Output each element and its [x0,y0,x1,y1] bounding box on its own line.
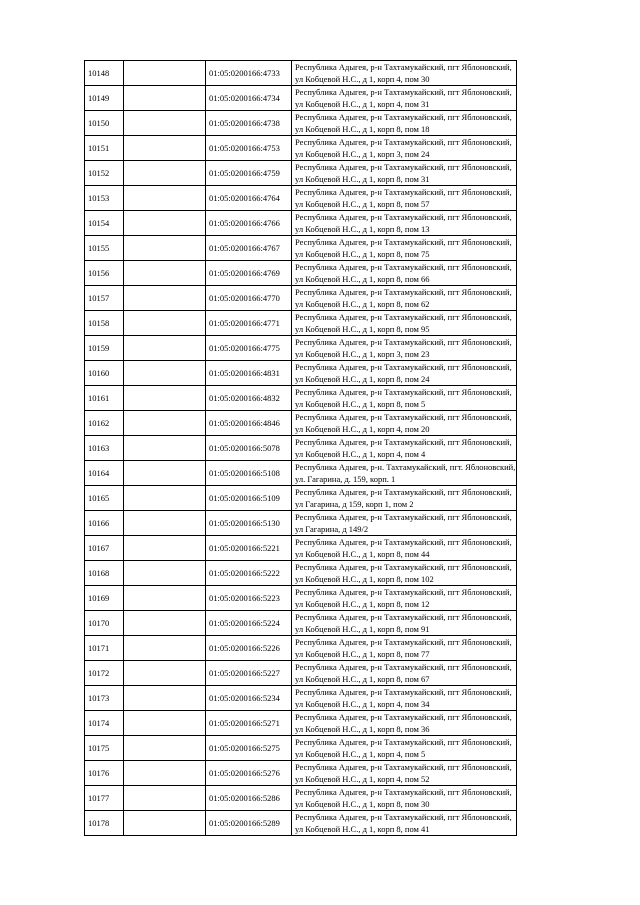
address-line: Республика Адыгея, р-н Тахтамукайский, пгт Яблоновский, [295,812,512,822]
address-line: Республика Адыгея, р-н Тахтамукайский, пгт Яблоновский, [295,437,512,447]
row-number-cell: 10178 [85,811,124,836]
address-line: ул. Гагарина, д. 159, корп. 1 [295,474,396,484]
cadastral-number-cell: 01:05:0200166:5289 [206,811,292,836]
row-number-cell: 10171 [85,636,124,661]
address-cell [292,236,517,261]
empty-cell [124,436,206,461]
cadastral-number-cell: 01:05:0200166:4738 [206,111,292,136]
empty-cell [124,186,206,211]
address-cell [292,286,517,311]
empty-cell [124,586,206,611]
address-line: Республика Адыгея, р-н Тахтамукайский, пгт Яблоновский, [295,787,512,797]
address-cell [292,711,517,736]
address-line: ул Кобцевой Н.С., д 1, корп 4, пом 4 [295,449,426,459]
address-line: ул Кобцевой Н.С., д 1, корп 8, пом 95 [295,324,430,334]
address-line: ул Кобцевой Н.С., д 1, корп 8, пом 62 [295,299,430,309]
address-cell [292,186,517,211]
address-line: ул Кобцевой Н.С., д 1, корп 4, пом 31 [295,99,430,109]
registry-table [84,60,517,836]
row-number-cell: 10159 [85,336,124,361]
table-row [85,211,517,236]
address-line: ул Кобцевой Н.С., д 1, корп 4, пом 20 [295,424,430,434]
address-line: ул Кобцевой Н.С., д 1, корп 8, пом 91 [295,624,430,634]
row-number-cell: 10163 [85,436,124,461]
table-row [85,711,517,736]
address-line: ул Кобцевой Н.С., д 1, корп 8, пом 31 [295,174,430,184]
address-line: ул Кобцевой Н.С., д 1, корп 4, пом 52 [295,774,430,784]
row-number-cell: 10174 [85,711,124,736]
row-number-cell: 10150 [85,111,124,136]
address-line: ул Кобцевой Н.С., д 1, корп 8, пом 30 [295,799,430,809]
table-row [85,386,517,411]
empty-cell [124,536,206,561]
address-cell [292,461,517,486]
address-line: ул Кобцевой Н.С., д 1, корп 8, пом 41 [295,824,430,834]
table-row [85,436,517,461]
address-line: Республика Адыгея, р-н Тахтамукайский, пгт Яблоновский, [295,762,512,772]
address-line: Республика Адыгея, р-н Тахтамукайский, пгт Яблоновский, [295,162,512,172]
address-cell [292,611,517,636]
empty-cell [124,61,206,86]
row-number-cell: 10148 [85,61,124,86]
address-line: Республика Адыгея, р-н Тахтамукайский, пгт Яблоновский, [295,262,512,272]
cadastral-number-cell: 01:05:0200166:4733 [206,61,292,86]
address-line: Республика Адыгея, р-н Тахтамукайский, пгт Яблоновский, [295,312,512,322]
row-number-cell: 10169 [85,586,124,611]
cadastral-number-cell: 01:05:0200166:5226 [206,636,292,661]
empty-cell [124,286,206,311]
table-row [85,361,517,386]
row-number-cell: 10165 [85,486,124,511]
cadastral-number-cell: 01:05:0200166:5130 [206,511,292,536]
empty-cell [124,211,206,236]
table-row [85,511,517,536]
address-cell [292,311,517,336]
cadastral-number-cell: 01:05:0200166:5276 [206,761,292,786]
cadastral-number-cell: 01:05:0200166:5221 [206,536,292,561]
table-row [85,586,517,611]
address-cell [292,486,517,511]
address-line: ул Кобцевой Н.С., д 1, корп 4, пом 5 [295,749,426,759]
address-line: ул Кобцевой Н.С., д 1, корп 8, пом 66 [295,274,430,284]
table-row [85,736,517,761]
address-line: Республика Адыгея, р-н Тахтамукайский, пгт Яблоновский, [295,512,512,522]
row-number-cell: 10170 [85,611,124,636]
empty-cell [124,261,206,286]
address-cell [292,661,517,686]
cadastral-number-cell: 01:05:0200166:4771 [206,311,292,336]
cadastral-number-cell: 01:05:0200166:5271 [206,711,292,736]
address-line: Республика Адыгея, р-н Тахтамукайский, пгт Яблоновский, [295,562,512,572]
address-cell [292,786,517,811]
registry-table-body [85,61,517,836]
cadastral-number-cell: 01:05:0200166:4831 [206,361,292,386]
address-line: ул Кобцевой Н.С., д 1, корп 8, пом 12 [295,599,430,609]
cadastral-number-cell: 01:05:0200166:5234 [206,686,292,711]
empty-cell [124,411,206,436]
row-number-cell: 10175 [85,736,124,761]
empty-cell [124,336,206,361]
table-row [85,611,517,636]
empty-cell [124,761,206,786]
empty-cell [124,811,206,836]
table-row [85,161,517,186]
address-line: ул Кобцевой Н.С., д 1, корп 8, пом 5 [295,399,426,409]
table-row [85,236,517,261]
table-row [85,136,517,161]
address-cell [292,386,517,411]
address-cell [292,586,517,611]
row-number-cell: 10155 [85,236,124,261]
address-line: ул Гагарина, д 149/2 [295,524,369,534]
table-row [85,561,517,586]
address-line: ул Кобцевой Н.С., д 1, корп 8, пом 102 [295,574,434,584]
empty-cell [124,611,206,636]
empty-cell [124,486,206,511]
row-number-cell: 10154 [85,211,124,236]
address-line: Республика Адыгея, р-н Тахтамукайский, пгт Яблоновский, [295,362,512,372]
table-row [85,811,517,836]
address-line: Республика Адыгея, р-н. Тахтамукайский, пгт. Яблоновский, [295,462,516,472]
row-number-cell: 10152 [85,161,124,186]
address-cell [292,636,517,661]
empty-cell [124,236,206,261]
table-row [85,786,517,811]
empty-cell [124,686,206,711]
empty-cell [124,461,206,486]
row-number-cell: 10172 [85,661,124,686]
address-line: Республика Адыгея, р-н Тахтамукайский, пгт Яблоновский, [295,212,512,222]
address-cell [292,136,517,161]
address-cell [292,211,517,236]
empty-cell [124,561,206,586]
address-line: ул Гагарина, д 159, корп 1, пом 2 [295,499,414,509]
address-line: ул Кобцевой Н.С., д 1, корп 8, пом 44 [295,549,430,559]
address-line: Республика Адыгея, р-н Тахтамукайский, пгт Яблоновский, [295,112,512,122]
address-cell [292,261,517,286]
row-number-cell: 10161 [85,386,124,411]
table-row [85,336,517,361]
row-number-cell: 10156 [85,261,124,286]
address-line: ул Кобцевой Н.С., д 1, корп 8, пом 13 [295,224,430,234]
address-line: Республика Адыгея, р-н Тахтамукайский, пгт Яблоновский, [295,487,512,497]
address-line: ул Кобцевой Н.С., д 1, корп 3, пом 24 [295,149,430,159]
empty-cell [124,361,206,386]
row-number-cell: 10166 [85,511,124,536]
table-row [85,86,517,111]
empty-cell [124,786,206,811]
address-line: Республика Адыгея, р-н Тахтамукайский, пгт Яблоновский, [295,137,512,147]
address-line: ул Кобцевой Н.С., д 1, корп 8, пом 67 [295,674,430,684]
empty-cell [124,161,206,186]
empty-cell [124,736,206,761]
empty-cell [124,111,206,136]
cadastral-number-cell: 01:05:0200166:5078 [206,436,292,461]
address-cell [292,61,517,86]
address-line: Республика Адыгея, р-н Тахтамукайский, пгт Яблоновский, [295,237,512,247]
table-row [85,661,517,686]
address-line: Республика Адыгея, р-н Тахтамукайский, пгт Яблоновский, [295,62,512,72]
cadastral-number-cell: 01:05:0200166:5224 [206,611,292,636]
row-number-cell: 10177 [85,786,124,811]
cadastral-number-cell: 01:05:0200166:4770 [206,286,292,311]
empty-cell [124,636,206,661]
row-number-cell: 10162 [85,411,124,436]
empty-cell [124,511,206,536]
table-row [85,486,517,511]
cadastral-number-cell: 01:05:0200166:4769 [206,261,292,286]
address-cell [292,86,517,111]
address-line: Республика Адыгея, р-н Тахтамукайский, пгт Яблоновский, [295,287,512,297]
cadastral-number-cell: 01:05:0200166:5108 [206,461,292,486]
address-line: ул Кобцевой Н.С., д 1, корп 4, пом 34 [295,699,430,709]
cadastral-number-cell: 01:05:0200166:5109 [206,486,292,511]
cadastral-number-cell: 01:05:0200166:5286 [206,786,292,811]
empty-cell [124,86,206,111]
address-cell [292,561,517,586]
address-line: ул Кобцевой Н.С., д 1, корп 8, пом 77 [295,649,430,659]
table-row [85,686,517,711]
address-line: Республика Адыгея, р-н Тахтамукайский, пгт Яблоновский, [295,537,512,547]
row-number-cell: 10158 [85,311,124,336]
table-row [85,61,517,86]
table-row [85,461,517,486]
address-line: ул Кобцевой Н.С., д 1, корп 8, пом 18 [295,124,430,134]
table-row [85,536,517,561]
empty-cell [124,711,206,736]
address-line: Республика Адыгея, р-н Тахтамукайский, пгт Яблоновский, [295,187,512,197]
row-number-cell: 10160 [85,361,124,386]
row-number-cell: 10168 [85,561,124,586]
address-line: Республика Адыгея, р-н Тахтамукайский, пгт Яблоновский, [295,587,512,597]
address-cell [292,436,517,461]
address-cell [292,686,517,711]
empty-cell [124,136,206,161]
address-line: Республика Адыгея, р-н Тахтамукайский, пгт Яблоновский, [295,712,512,722]
address-line: Республика Адыгея, р-н Тахтамукайский, пгт Яблоновский, [295,412,512,422]
cadastral-number-cell: 01:05:0200166:5275 [206,736,292,761]
table-row [85,111,517,136]
row-number-cell: 10153 [85,186,124,211]
table-row [85,761,517,786]
address-cell [292,736,517,761]
table-row [85,311,517,336]
cadastral-number-cell: 01:05:0200166:4775 [206,336,292,361]
address-line: Республика Адыгея, р-н Тахтамукайский, пгт Яблоновский, [295,737,512,747]
address-cell [292,761,517,786]
cadastral-number-cell: 01:05:0200166:4764 [206,186,292,211]
cadastral-number-cell: 01:05:0200166:4766 [206,211,292,236]
address-line: ул Кобцевой Н.С., д 1, корп 8, пом 57 [295,199,430,209]
empty-cell [124,311,206,336]
address-cell [292,811,517,836]
registry-sheet [84,60,516,836]
address-cell [292,361,517,386]
address-cell [292,161,517,186]
address-line: Республика Адыгея, р-н Тахтамукайский, пгт Яблоновский, [295,337,512,347]
table-row [85,286,517,311]
address-line: Республика Адыгея, р-н Тахтамукайский, пгт Яблоновский, [295,637,512,647]
cadastral-number-cell: 01:05:0200166:5227 [206,661,292,686]
cadastral-number-cell: 01:05:0200166:4832 [206,386,292,411]
row-number-cell: 10176 [85,761,124,786]
address-line: Республика Адыгея, р-н Тахтамукайский, пгт Яблоновский, [295,87,512,97]
address-cell [292,536,517,561]
address-cell [292,111,517,136]
table-row [85,261,517,286]
row-number-cell: 10157 [85,286,124,311]
address-line: Республика Адыгея, р-н Тахтамукайский, пгт Яблоновский, [295,387,512,397]
address-line: ул Кобцевой Н.С., д 1, корп 4, пом 30 [295,74,430,84]
address-line: ул Кобцевой Н.С., д 1, корп 8, пом 36 [295,724,430,734]
address-line: ул Кобцевой Н.С., д 1, корп 8, пом 75 [295,249,430,259]
cadastral-number-cell: 01:05:0200166:4759 [206,161,292,186]
table-row [85,636,517,661]
empty-cell [124,661,206,686]
row-number-cell: 10149 [85,86,124,111]
cadastral-number-cell: 01:05:0200166:4734 [206,86,292,111]
empty-cell [124,386,206,411]
cadastral-number-cell: 01:05:0200166:5223 [206,586,292,611]
address-cell [292,411,517,436]
row-number-cell: 10164 [85,461,124,486]
cadastral-number-cell: 01:05:0200166:5222 [206,561,292,586]
address-line: ул Кобцевой Н.С., д 1, корп 3, пом 23 [295,349,430,359]
table-row [85,411,517,436]
row-number-cell: 10151 [85,136,124,161]
address-line: Республика Адыгея, р-н Тахтамукайский, пгт Яблоновский, [295,662,512,672]
cadastral-number-cell: 01:05:0200166:4753 [206,136,292,161]
cadastral-number-cell: 01:05:0200166:4767 [206,236,292,261]
table-row [85,186,517,211]
address-line: ул Кобцевой Н.С., д 1, корп 8, пом 24 [295,374,430,384]
address-cell [292,511,517,536]
row-number-cell: 10167 [85,536,124,561]
row-number-cell: 10173 [85,686,124,711]
address-line: Республика Адыгея, р-н Тахтамукайский, пгт Яблоновский, [295,612,512,622]
cadastral-number-cell: 01:05:0200166:4846 [206,411,292,436]
address-line: Республика Адыгея, р-н Тахтамукайский, пгт Яблоновский, [295,687,512,697]
address-cell [292,336,517,361]
